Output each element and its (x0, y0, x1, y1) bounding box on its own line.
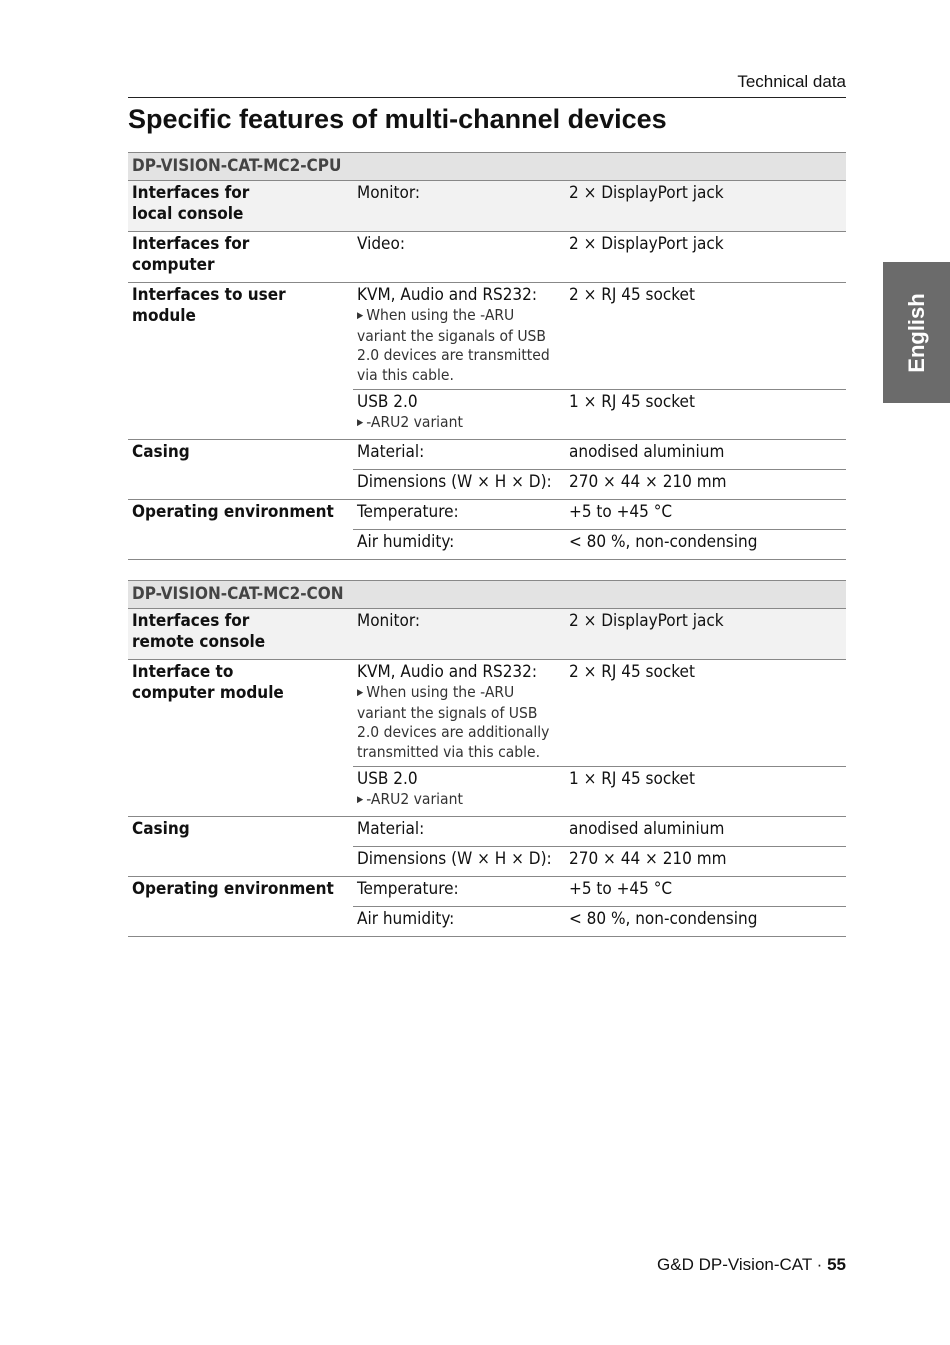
triangle-bullet-icon: ▶ (357, 418, 364, 428)
row-note (357, 683, 561, 762)
row-label: Air humidity: (353, 530, 565, 560)
row-value: < 80 %, non-condensing (565, 907, 846, 937)
row-value: +5 to +45 °C (565, 500, 846, 530)
row-value: 2 × RJ 45 socket (565, 660, 846, 767)
row-value: 2 × DisplayPort jack (565, 232, 846, 283)
row-label: Material: (353, 440, 565, 470)
page-number: 55 (827, 1255, 846, 1274)
row-group: Casing (128, 817, 353, 877)
row-label: Temperature: (353, 877, 565, 907)
row-label-cell (353, 283, 565, 390)
row-group: Operating environment (128, 500, 353, 560)
footer-product: G&D DP-Vision-CAT · (657, 1255, 828, 1274)
table-row (128, 817, 846, 847)
row-group: Interfaces for computer (128, 232, 353, 283)
row-value: 2 × DisplayPort jack (565, 181, 846, 232)
table-row (128, 500, 846, 530)
language-tab-label: English (903, 292, 929, 373)
row-value: 270 × 44 × 210 mm (565, 847, 846, 877)
row-label: Dimensions (W × H × D): (353, 470, 565, 500)
row-value: anodised aluminium (565, 817, 846, 847)
row-value: 270 × 44 × 210 mm (565, 470, 846, 500)
section-title: DP-VISION-CAT-MC2-CPU (128, 153, 846, 181)
row-group: Interfaces for remote console (128, 609, 353, 660)
row-note (357, 306, 561, 385)
table-row (128, 660, 846, 767)
page-title: Specific features of multi-channel devices (128, 104, 667, 134)
table-section-header (128, 153, 846, 181)
row-value: 2 × RJ 45 socket (565, 283, 846, 390)
table-section-header (128, 581, 846, 609)
language-tab (883, 262, 950, 403)
row-value: 2 × DisplayPort jack (565, 609, 846, 660)
row-value: 1 × RJ 45 socket (565, 390, 846, 440)
row-note (357, 790, 561, 811)
triangle-bullet-icon: ▶ (357, 688, 364, 698)
row-label: Material: (353, 817, 565, 847)
row-label: KVM, Audio and RS232: (357, 285, 538, 305)
row-label: USB 2.0 (357, 392, 418, 412)
row-group: Interface to computer module (128, 660, 353, 817)
row-group: Operating environment (128, 877, 353, 937)
table-row (128, 232, 846, 283)
table-row (128, 877, 846, 907)
table-row (128, 283, 846, 390)
row-label: KVM, Audio and RS232: (357, 662, 538, 682)
spec-table-cpu (128, 152, 846, 560)
page-footer (657, 1255, 846, 1275)
row-label-cell (353, 660, 565, 767)
row-value: anodised aluminium (565, 440, 846, 470)
row-group: Interfaces for local console (128, 181, 353, 232)
row-label-cell (353, 390, 565, 440)
triangle-bullet-icon: ▶ (357, 311, 364, 321)
row-value: +5 to +45 °C (565, 877, 846, 907)
row-note-text: When using the -ARU variant the siganals of USB 2.0 devices are transmitted via this cable. (357, 306, 550, 384)
row-label: USB 2.0 (357, 769, 418, 789)
row-label: Monitor: (353, 181, 565, 232)
row-label: Dimensions (W × H × D): (353, 847, 565, 877)
row-label: Air humidity: (353, 907, 565, 937)
running-header: Technical data (737, 72, 846, 91)
row-note-text: -ARU2 variant (366, 413, 463, 431)
table-row (128, 609, 846, 660)
row-note (357, 413, 561, 434)
triangle-bullet-icon: ▶ (357, 795, 364, 805)
row-value: < 80 %, non-condensing (565, 530, 846, 560)
row-value: 1 × RJ 45 socket (565, 767, 846, 817)
section-title: DP-VISION-CAT-MC2-CON (128, 581, 846, 609)
row-note-text: When using the -ARU variant the signals of USB 2.0 devices are additionally transmitted via this cable. (357, 683, 550, 761)
table-row (128, 440, 846, 470)
row-group: Interfaces to user module (128, 283, 353, 440)
row-label: Video: (353, 232, 565, 283)
row-label: Temperature: (353, 500, 565, 530)
table-row (128, 181, 846, 232)
row-label: Monitor: (353, 609, 565, 660)
spec-table-con (128, 580, 846, 937)
row-group: Casing (128, 440, 353, 500)
row-label-cell (353, 767, 565, 817)
header-divider (128, 97, 846, 98)
row-note-text: -ARU2 variant (366, 790, 463, 808)
